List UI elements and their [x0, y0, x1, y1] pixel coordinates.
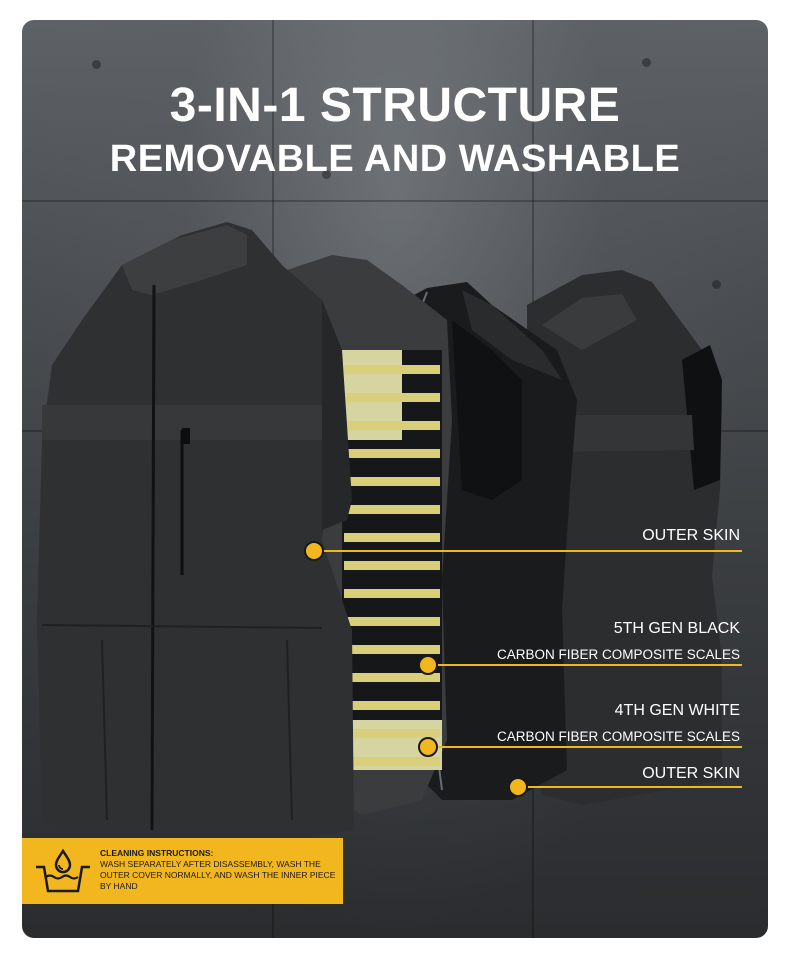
scale-stripe — [344, 393, 440, 402]
hand-wash-icon — [32, 847, 94, 895]
scale-stripe — [344, 449, 440, 458]
scale-stripe — [344, 505, 440, 514]
callout-outer-skin-front — [642, 527, 740, 545]
scale-stripe — [344, 589, 440, 598]
callout-detail: CARBON FIBER COMPOSITE SCALES — [496, 729, 740, 744]
scale-stripe — [344, 645, 440, 654]
cleaning-instructions — [22, 838, 343, 904]
page-subtitle: REMOVABLE AND WASHABLE — [109, 138, 681, 180]
callout-outer-skin-back — [642, 765, 740, 783]
vest-outer-skin-front — [37, 222, 354, 845]
product-banner — [22, 20, 768, 938]
scale-stripe — [344, 757, 440, 766]
cleaning-body: WASH SEPARATELY AFTER DISASSEMBLY, WASH THE OUTER COVER NORMALLY, AND WASH THE INNER PIECE BY HAND — [100, 859, 336, 891]
callout-label: 5TH GEN BLACK — [613, 620, 740, 637]
scale-stripe — [344, 701, 440, 710]
scale-stripe — [344, 421, 440, 430]
callout-label: 4TH GEN WHITE — [614, 702, 740, 719]
callout-label: OUTER SKIN — [642, 527, 740, 544]
callout-5th-gen-black — [497, 620, 740, 662]
scale-stripe — [344, 617, 440, 626]
cleaning-text — [100, 848, 338, 892]
scale-stripe — [344, 365, 440, 374]
vest-layers-illustration — [22, 20, 768, 938]
cleaning-heading: CLEANING INSTRUCTIONS: — [100, 848, 214, 858]
callout-4th-gen-white — [497, 702, 740, 744]
callout-detail: CARBON FIBER COMPOSITE SCALES — [496, 647, 740, 662]
page-title: 3-IN-1 STRUCTURE — [169, 79, 621, 132]
callout-label: OUTER SKIN — [642, 765, 740, 782]
scale-stripe — [344, 729, 440, 738]
scale-stripe — [344, 477, 440, 486]
scale-stripe — [344, 533, 440, 542]
scale-stripe — [344, 561, 440, 570]
